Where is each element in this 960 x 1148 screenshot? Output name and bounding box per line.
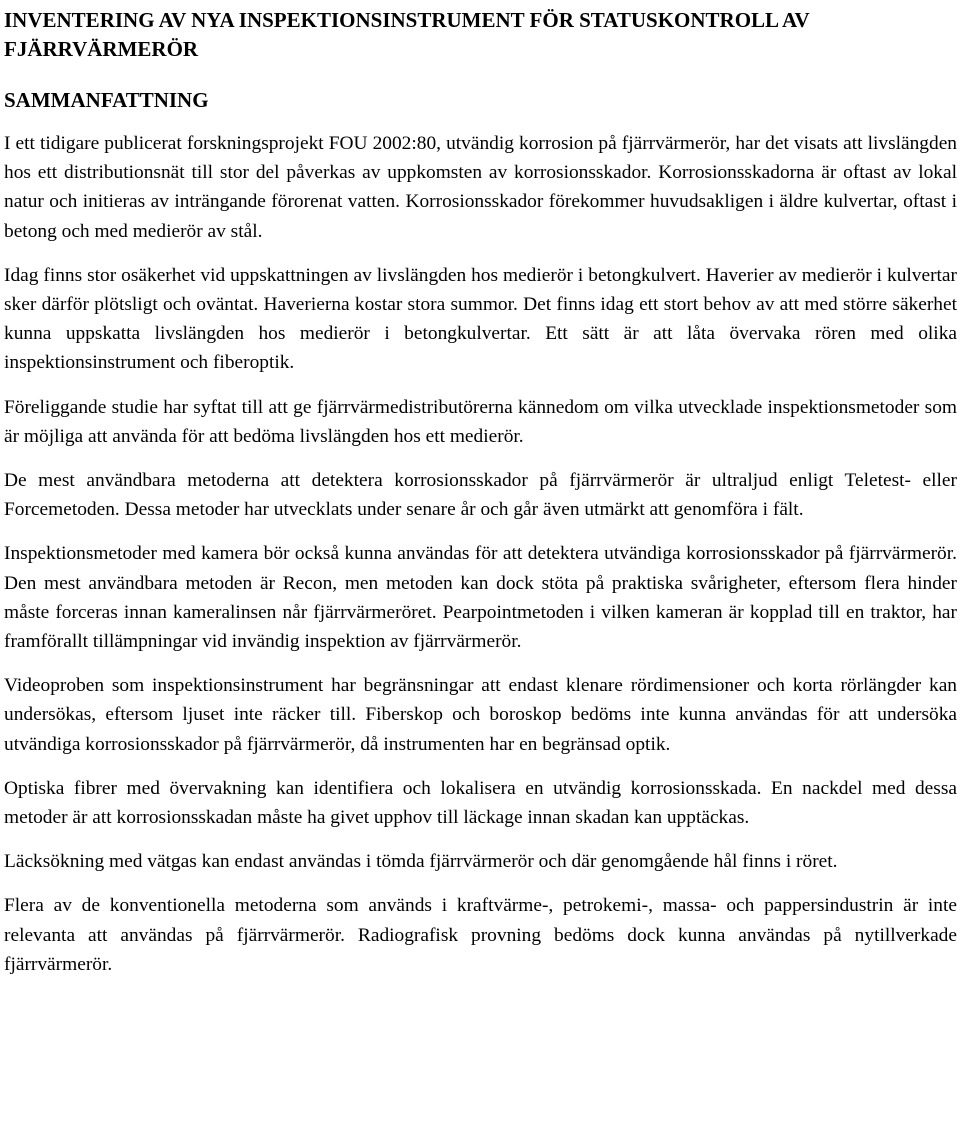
paragraph: Inspektionsmetoder med kamera bör också kunna användas för att detektera utvändiga korrosionsskador på fjärrvärmerör. Den mest användbara metoden är Recon, men metoden kan dock stöta på praktiska svårigheter, eftersom flera hinder måste forceras innan kameralinsen når fjärrvärmeröret. Pearpointmetoden i vilken kameran är kopplad till en traktor, har framförallt tillämpningar vid invändig inspektion av fjärrvärmerör.: [4, 543, 957, 653]
paragraph: Flera av de konventionella metoderna som används i kraftvärme-, petrokemi-, massa- och pappersindustrin är inte relevanta att användas på fjärrvärmerör. Radiografisk provning bedöms dock kunna användas på nytillverkade fjärrvärmerör.: [4, 895, 957, 975]
paragraph: Videoproben som inspektionsinstrument har begränsningar att endast klenare rördimensioner och korta rörlängder kan undersökas, eftersom ljuset inte räcker till. Fiberskop och boroskop bedöms inte kunna användas för att undersöka utvändiga korrosionsskador på fjärrvärmerör, då instrumenten har en begränsad optik.: [4, 675, 957, 755]
paragraph: I ett tidigare publicerat forskningsprojekt FOU 2002:80, utvändig korrosion på fjärrvärmerör, har det visats att livslängden hos ett distributionsnät till stor del påverkas av uppkomsten av korrosionsskador. Korrosionsskadorna är oftast av lokal natur och initieras av inträngande förorenat vatten. Korrosionsskador förekommer huvudsakligen i äldre kulvertar, oftast i betong och med medierör av stål.: [4, 133, 957, 242]
paragraph: De mest användbara metoderna att detektera korrosionsskador på fjärrvärmerör är ultraljud enligt Teletest- eller Forcemetoden. Dessa metoder har utvecklats under senare år och går även utmärkt att genomföra i fält.: [4, 470, 957, 521]
paragraph: Läcksökning med vätgas kan endast användas i tömda fjärrvärmerör och där genomgående hål finns i röret.: [4, 851, 838, 873]
document-page: [4, 6, 957, 994]
paragraph: Idag finns stor osäkerhet vid uppskattningen av livslängden hos medierör i betongkulvert. Haverier av medierör i kulvertar sker därför plötsligt och oväntat. Haverierna kostar stora summor. Det finns idag ett stort behov av att med större säkerhet kunna uppskatta livslängden hos medierör i betongkulvertar. Ett sätt är att låta övervaka rören med olika inspektionsinstrument och fiberoptik.: [4, 264, 957, 374]
paragraph: Föreliggande studie har syftat till att ge fjärrvärmedistributörerna kännedom om vilka utvecklade inspektionsmetoder som är möjliga att använda för att bedöma livslängden hos ett medierör.: [4, 396, 957, 447]
paragraph: Optiska fibrer med övervakning kan identifiera och lokalisera en utvändig korrosionsskada. En nackdel med dessa metoder är att korrosionsskadan måste ha givet upphov till läckage innan skadan kan upptäckas.: [4, 777, 957, 829]
document-title: INVENTERING AV NYA INSPEKTIONSINSTRUMENT FÖR STATUSKONTROLL AV FJÄRRVÄRMERÖR: [4, 8, 810, 61]
section-heading: SAMMANFATTNING: [4, 88, 209, 112]
